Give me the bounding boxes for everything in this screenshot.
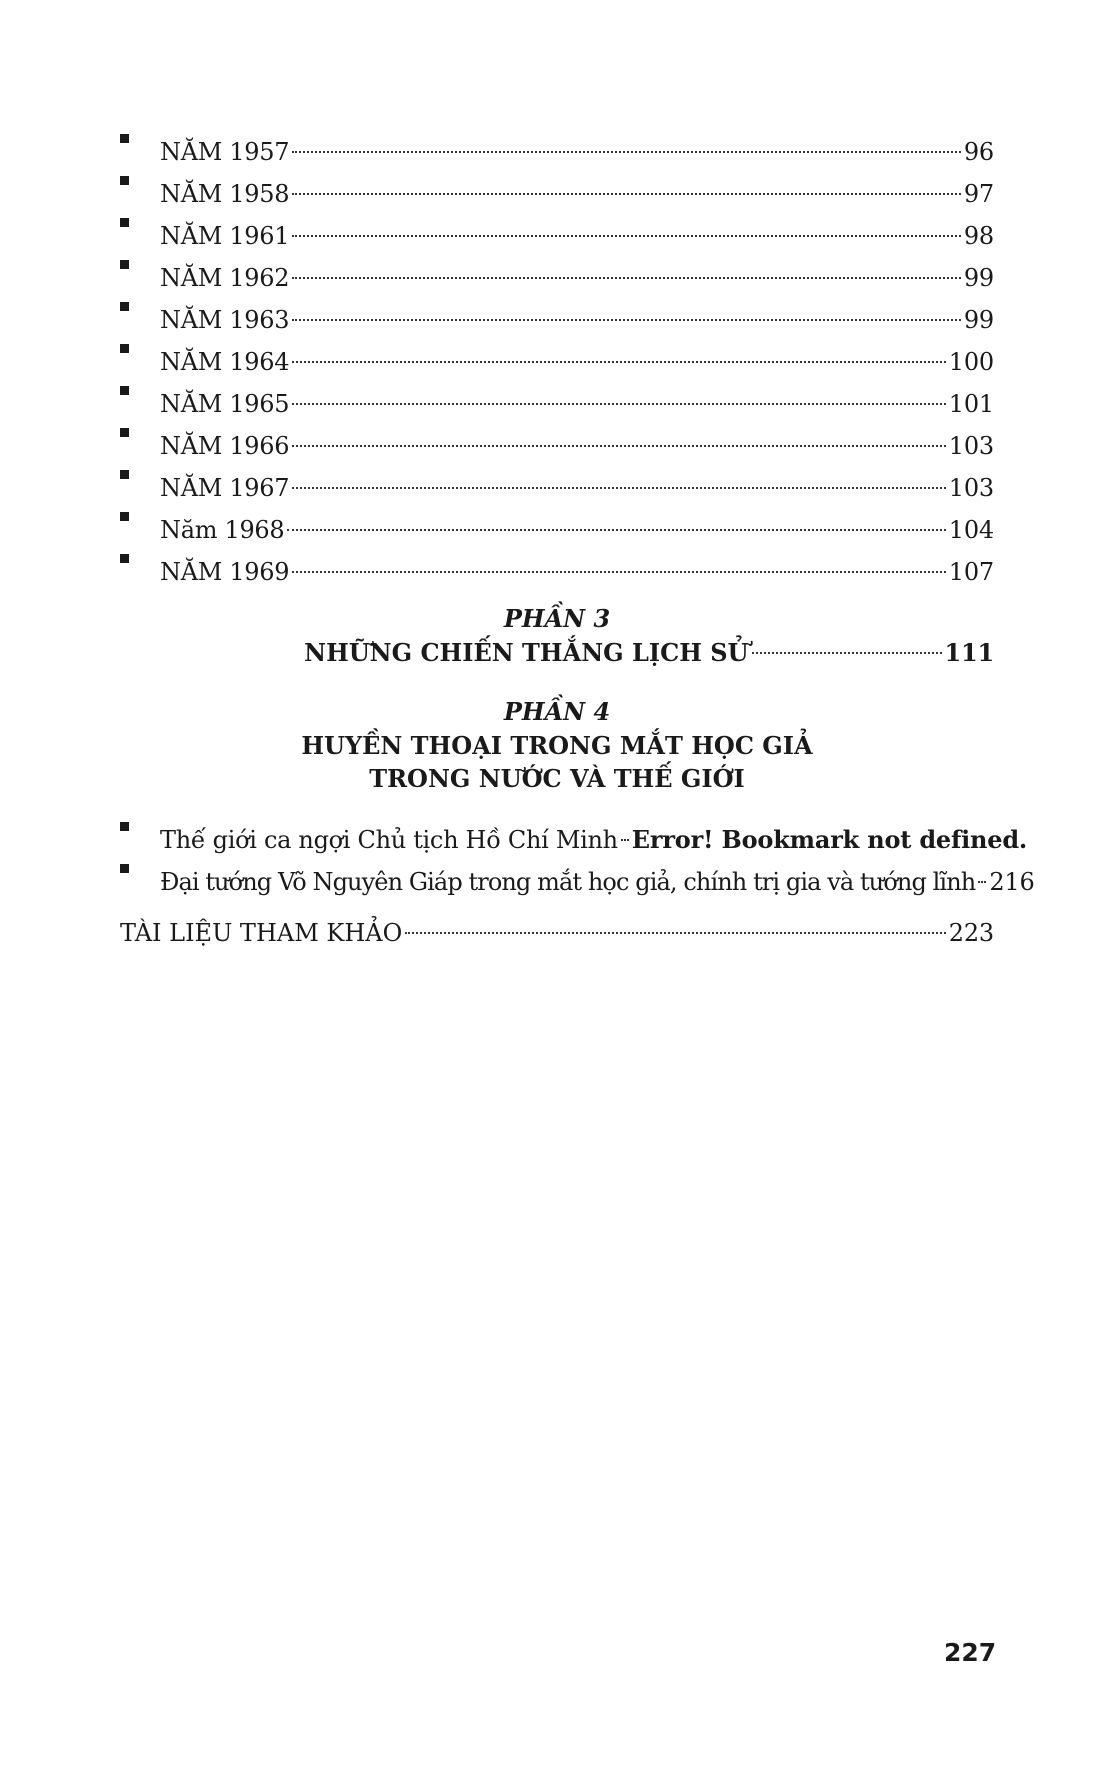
- dot-leader: [292, 571, 946, 573]
- toc-entry-label: NĂM 1964: [160, 348, 290, 376]
- toc-entry-page: 99: [963, 264, 994, 292]
- toc-entry-label: NĂM 1967: [160, 474, 290, 502]
- dot-leader: [978, 881, 986, 883]
- dot-leader: [292, 319, 961, 321]
- toc-entry-page: 103: [948, 432, 994, 460]
- part4-heading-line2: TRONG NƯỚC VÀ THẾ GIỚI: [369, 764, 745, 793]
- references-label: TÀI LIỆU THAM KHẢO: [120, 919, 403, 947]
- bullet-icon: [120, 244, 160, 286]
- bullet-icon: [120, 806, 160, 848]
- toc-entry-label: NĂM 1963: [160, 306, 290, 334]
- toc-entry-page: 98: [963, 222, 994, 250]
- bullet-icon: [120, 848, 160, 890]
- dot-leader: [292, 193, 961, 195]
- toc-entry-label: NĂM 1957: [160, 138, 290, 166]
- toc-entry-label: NĂM 1965: [160, 390, 290, 418]
- dot-leader: [292, 403, 946, 405]
- part3-heading: NHỮNG CHIẾN THẮNG LỊCH SỬ: [304, 638, 749, 667]
- toc-entry-page: 100: [948, 348, 994, 376]
- part3-section: [120, 602, 994, 670]
- part3-title: PHẦN 3: [503, 604, 611, 633]
- bullet-icon: [120, 202, 160, 244]
- part3-entry[interactable]: [120, 636, 994, 670]
- references-page: 223: [948, 919, 994, 947]
- dot-leader: [287, 529, 945, 531]
- toc-entry-page: 216: [989, 868, 1035, 896]
- toc-entry-label: Đại tướng Võ Nguyên Giáp trong mắt học giả, chính trị gia và tướng lĩnh: [160, 868, 976, 896]
- bullet-icon: [120, 286, 160, 328]
- toc-entry-label: NĂM 1962: [160, 264, 290, 292]
- bullet-icon: [120, 538, 160, 580]
- dot-leader: [405, 932, 946, 934]
- dot-leader: [752, 652, 942, 654]
- toc-entry-page: 104: [948, 516, 994, 544]
- part4-heading-line1: HUYỀN THOẠI TRONG MẮT HỌC GIẢ: [301, 731, 813, 760]
- toc-entry-label: Năm 1968: [160, 516, 285, 544]
- toc-entry-page: 97: [963, 180, 994, 208]
- part4-entry-list: [120, 806, 1035, 896]
- toc-entry-label: NĂM 1958: [160, 180, 290, 208]
- toc-entry-page: 99: [963, 306, 994, 334]
- toc-entry[interactable]: [120, 118, 994, 166]
- toc-entry-label: NĂM 1961: [160, 222, 290, 250]
- bullet-icon: [120, 454, 160, 496]
- toc-entry-page: 103: [948, 474, 994, 502]
- part4-section: [120, 695, 994, 795]
- toc-entry-label: NĂM 1969: [160, 558, 290, 586]
- part4-title: PHẦN 4: [503, 697, 611, 726]
- dot-leader: [292, 487, 946, 489]
- bullet-icon: [120, 412, 160, 454]
- toc-entry[interactable]: [120, 806, 1028, 854]
- dot-leader: [292, 151, 961, 153]
- bullet-icon: [120, 160, 160, 202]
- toc-entry-page: 107: [948, 558, 994, 586]
- toc-entry-page: 101: [948, 390, 994, 418]
- page-number: 227: [944, 1638, 997, 1667]
- bullet-icon: [120, 118, 160, 160]
- bullet-icon: [120, 370, 160, 412]
- toc-entry-label: NĂM 1966: [160, 432, 290, 460]
- dot-leader: [292, 277, 961, 279]
- dot-leader: [292, 445, 946, 447]
- toc-entry-page: Error! Bookmark not defined.: [631, 825, 1028, 854]
- toc-year-list: [120, 118, 994, 586]
- toc-entry-label: Thế giới ca ngợi Chủ tịch Hồ Chí Minh: [160, 826, 618, 854]
- references-entry[interactable]: [120, 912, 994, 954]
- bullet-icon: [120, 328, 160, 370]
- part3-page: 111: [944, 638, 994, 667]
- dot-leader: [292, 361, 946, 363]
- toc-entry-page: 96: [963, 138, 994, 166]
- dot-leader: [621, 839, 629, 841]
- bullet-icon: [120, 496, 160, 538]
- dot-leader: [292, 235, 961, 237]
